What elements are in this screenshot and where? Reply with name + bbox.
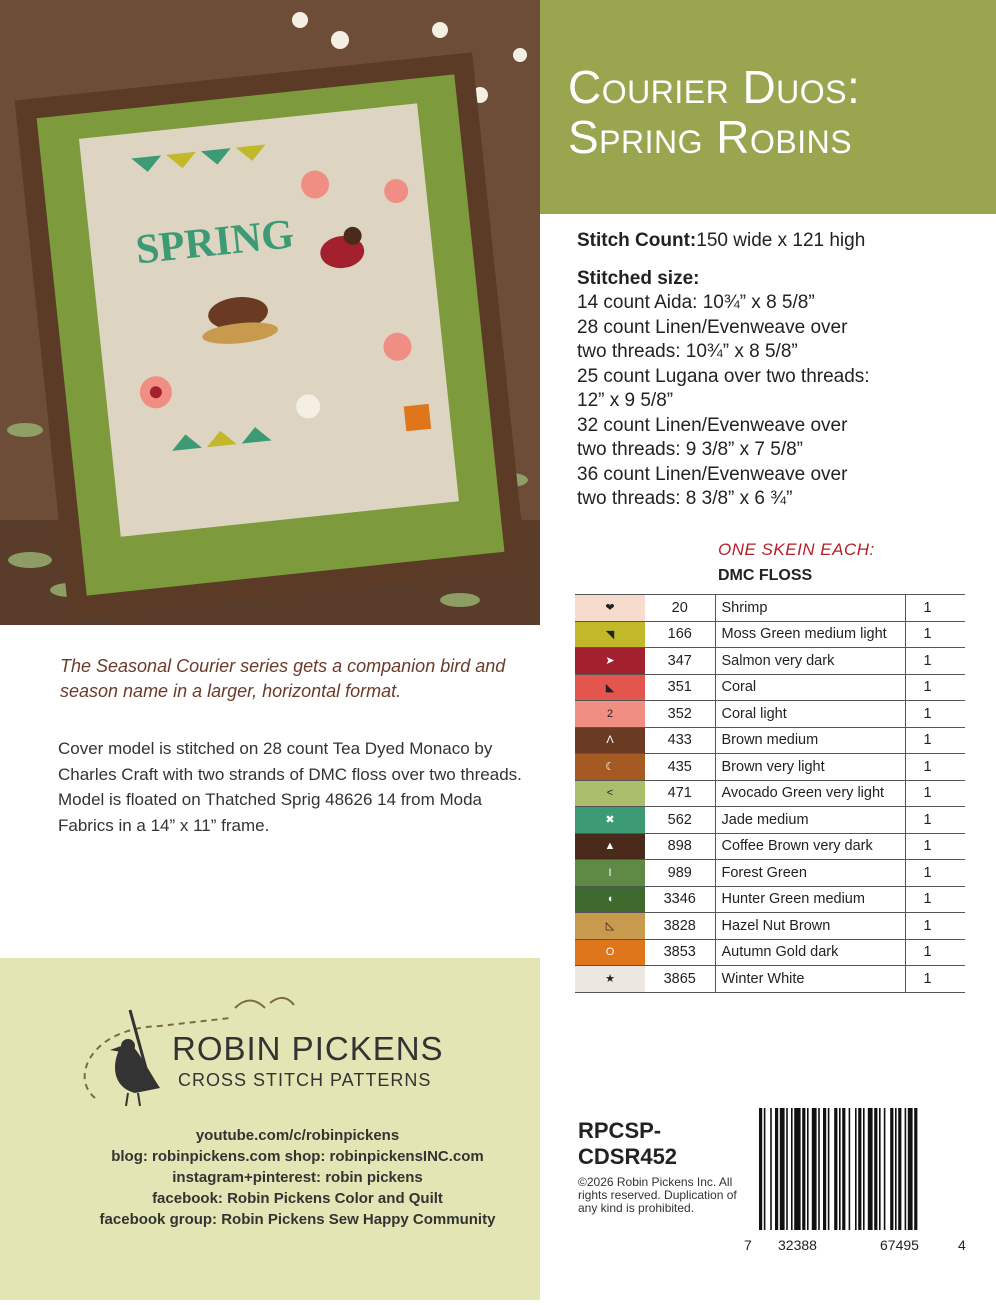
floss-color-name: Autumn Gold dark — [715, 939, 905, 966]
size-line: 28 count Linen/Evenweave over — [577, 316, 848, 338]
contact-line: youtube.com/c/robinpickens — [195, 1127, 400, 1144]
floss-number: 3828 — [645, 913, 715, 940]
stitched-size-label: Stitched size: — [577, 267, 700, 289]
barcode-digit-1: 7 — [744, 1237, 752, 1253]
copyright-notice: ©2026 Robin Pickens Inc. All rights reserved. Duplication of any kind is prohibited. — [578, 1175, 737, 1215]
floss-color-name: Moss Green medium light — [715, 621, 905, 648]
pattern-specs — [577, 229, 977, 512]
floss-quantity: 1 — [905, 648, 965, 675]
size-line: 25 count Lugana over two threads: — [577, 365, 870, 387]
floss-row — [575, 913, 965, 940]
series-intro: The Seasonal Courier series gets a companion bird and season name in a larger, horizontal format. — [60, 656, 506, 701]
floss-number: 20 — [645, 595, 715, 622]
sku-line1: RPCSP- — [578, 1118, 662, 1143]
floss-quantity: 1 — [905, 913, 965, 940]
floss-subheading: DMC FLOSS — [718, 567, 813, 584]
floss-quantity: 1 — [905, 833, 965, 860]
floss-color-name: Winter White — [715, 966, 905, 993]
floss-color-name: Shrimp — [715, 595, 905, 622]
floss-row — [575, 966, 965, 993]
floss-quantity: 1 — [905, 780, 965, 807]
floss-swatch: ★ — [575, 966, 645, 993]
floss-row — [575, 833, 965, 860]
floss-color-name: Hazel Nut Brown — [715, 913, 905, 940]
floss-table — [575, 594, 965, 993]
floss-swatch: ◥ — [575, 621, 645, 648]
floss-swatch: ◣ — [575, 674, 645, 701]
floss-quantity: 1 — [905, 807, 965, 834]
floss-quantity: 1 — [905, 595, 965, 622]
contact-line: facebook: Robin Pickens Color and Quilt — [152, 1190, 443, 1207]
sku-line2: CDSR452 — [578, 1144, 678, 1169]
floss-number: 166 — [645, 621, 715, 648]
floss-number: 351 — [645, 674, 715, 701]
floss-quantity: 1 — [905, 754, 965, 781]
floss-row — [575, 886, 965, 913]
floss-swatch: O — [575, 939, 645, 966]
size-line: two threads: 9 3/8” x 7 5/8” — [577, 439, 804, 460]
floss-quantity: 1 — [905, 886, 965, 913]
size-line: two threads: 8 3/8” x 6 ¾” — [577, 488, 793, 509]
size-line: two threads: 10¾” x 8 5/8” — [577, 341, 798, 362]
floss-color-name: Coral — [715, 674, 905, 701]
floss-number: 352 — [645, 701, 715, 728]
floss-number: 471 — [645, 780, 715, 807]
floss-quantity: 1 — [905, 966, 965, 993]
cover-photo-illustration — [0, 0, 540, 625]
barcode-digits-2: 32388 — [778, 1237, 817, 1253]
floss-number: 989 — [645, 860, 715, 887]
floss-quantity: 1 — [905, 727, 965, 754]
floss-number: 347 — [645, 648, 715, 675]
floss-swatch: ◖ — [575, 886, 645, 913]
floss-quantity: 1 — [905, 674, 965, 701]
floss-row — [575, 754, 965, 781]
barcode-digits-3: 67495 — [880, 1237, 919, 1253]
brand-subtitle: CROSS STITCH PATTERNS — [178, 1070, 432, 1090]
stitch-count-value: 150 wide x 121 high — [696, 230, 866, 251]
floss-row — [575, 621, 965, 648]
floss-swatch: ☾ — [575, 754, 645, 781]
floss-number: 562 — [645, 807, 715, 834]
floss-color-name: Coral light — [715, 701, 905, 728]
size-line: 12” x 9 5/8” — [577, 390, 674, 411]
floss-swatch: I — [575, 860, 645, 887]
floss-swatch: < — [575, 780, 645, 807]
cover-photo — [0, 0, 540, 625]
product-sku — [578, 1118, 677, 1170]
floss-heading: ONE SKEIN EACH: — [718, 540, 875, 559]
size-line: 36 count Linen/Evenweave over — [577, 463, 848, 485]
floss-quantity: 1 — [905, 939, 965, 966]
floss-swatch: ❤ — [575, 595, 645, 622]
floss-row — [575, 595, 965, 622]
floss-number: 3346 — [645, 886, 715, 913]
stitch-count-label: Stitch Count: — [577, 230, 697, 251]
floss-swatch: ▲ — [575, 833, 645, 860]
floss-swatch: ◺ — [575, 913, 645, 940]
floss-quantity: 1 — [905, 621, 965, 648]
floss-color-name: Avocado Green very light — [715, 780, 905, 807]
floss-swatch: Λ — [575, 727, 645, 754]
size-line: 32 count Linen/Evenweave over — [577, 414, 848, 436]
floss-swatch: 2 — [575, 701, 645, 728]
floss-number: 433 — [645, 727, 715, 754]
barcode-digit-4: 4 — [958, 1237, 966, 1253]
floss-row — [575, 780, 965, 807]
brand-name: ROBIN PICKENS — [172, 1030, 444, 1067]
floss-quantity: 1 — [905, 860, 965, 887]
title-band — [540, 0, 996, 214]
model-description: Cover model is stitched on 28 count Tea Dyed Monaco by Charles Craft with two strands of DMC floss over two threads. Model is floated on Thatched Sprig 48626 14 from Moda Fabrics in a 14” x 11” frame. — [58, 739, 522, 835]
floss-row — [575, 727, 965, 754]
floss-row — [575, 701, 965, 728]
contact-list — [40, 1125, 555, 1230]
stitched-fabric — [79, 103, 459, 536]
floss-row — [575, 939, 965, 966]
floss-swatch: ✖ — [575, 807, 645, 834]
floss-color-name: Hunter Green medium — [715, 886, 905, 913]
pattern-title-line1: Courier Duos: — [568, 61, 861, 113]
floss-swatch: ➤ — [575, 648, 645, 675]
size-line: 14 count Aida: 10¾” x 8 5/8” — [577, 292, 815, 313]
pattern-title-line2: Spring Robins — [568, 111, 853, 163]
contact-line: facebook group: Robin Pickens Sew Happy Community — [99, 1211, 496, 1228]
floss-color-name: Forest Green — [715, 860, 905, 887]
floss-color-name: Coffee Brown very dark — [715, 833, 905, 860]
corner-motif — [404, 404, 431, 431]
stitch-count — [577, 229, 977, 254]
floss-row — [575, 860, 965, 887]
floss-row — [575, 648, 965, 675]
floss-color-name: Salmon very dark — [715, 648, 905, 675]
floss-row — [575, 807, 965, 834]
floss-color-name: Brown medium — [715, 727, 905, 754]
contact-line: blog: robinpickens.com shop: robinpickensINC.com — [111, 1148, 484, 1165]
floss-quantity: 1 — [905, 701, 965, 728]
stitched-word: SPRING — [133, 211, 297, 274]
contact-line: instagram+pinterest: robin pickens — [172, 1169, 423, 1186]
floss-number: 3865 — [645, 966, 715, 993]
floss-color-name: Brown very light — [715, 754, 905, 781]
floss-number: 435 — [645, 754, 715, 781]
floss-color-name: Jade medium — [715, 807, 905, 834]
floss-number: 898 — [645, 833, 715, 860]
barcode-icon — [745, 1108, 970, 1248]
floss-number: 3853 — [645, 939, 715, 966]
floss-row — [575, 674, 965, 701]
